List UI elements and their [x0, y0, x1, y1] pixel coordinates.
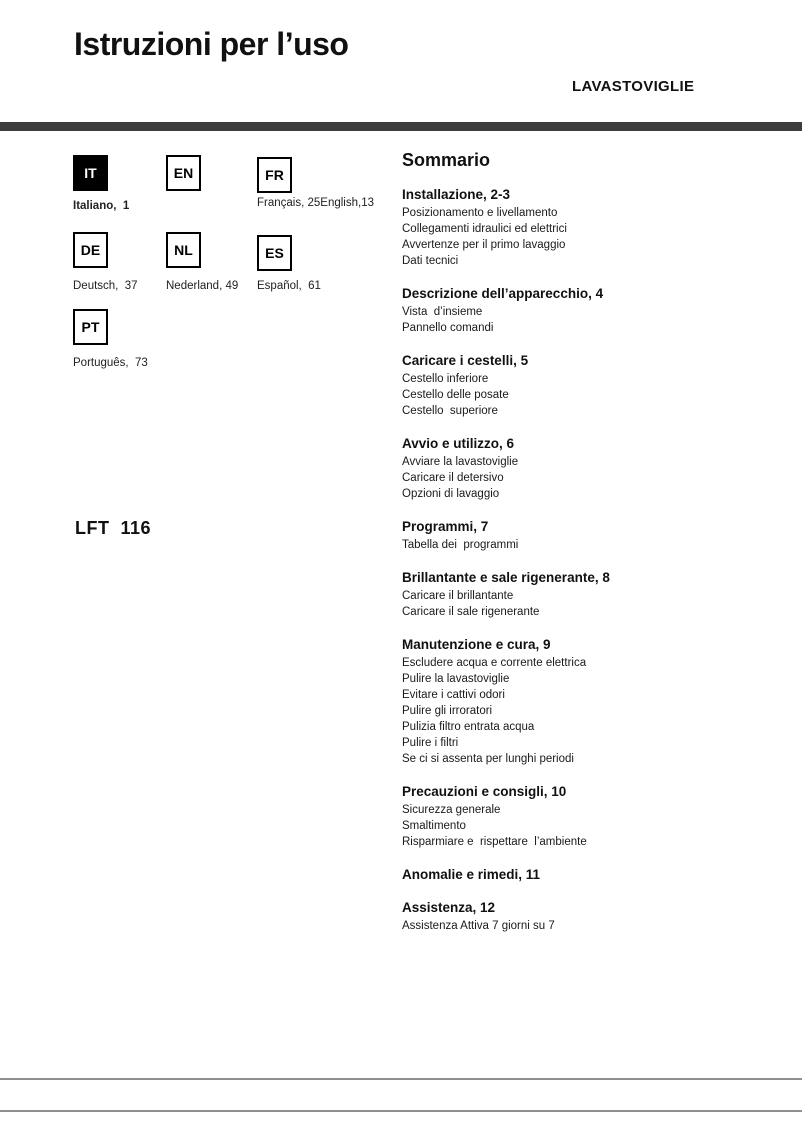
toc-section-title: Descrizione dell’apparecchio, 4	[402, 286, 604, 301]
footer-rule-top	[0, 1078, 802, 1080]
lang-label-es: Español, 61	[257, 280, 321, 292]
toc-item: Pulire la lavastoviglie	[402, 673, 510, 685]
toc-item: Avviare la lavastoviglie	[402, 456, 519, 468]
toc-item: Tabella dei programmi	[402, 539, 519, 551]
toc-section-title: Brillantante e sale rigenerante, 8	[402, 570, 610, 585]
lang-label-fr-en	[257, 197, 374, 209]
page-title: Istruzioni per l’uso	[74, 26, 349, 62]
header-divider-bar	[0, 122, 802, 131]
toc-section-avvio	[402, 435, 747, 502]
toc-item: Cestello inferiore	[402, 373, 489, 385]
toc-section-anomalie	[402, 866, 747, 883]
toc-item: Dati tecnici	[402, 255, 459, 267]
toc-heading: Sommario	[402, 150, 491, 170]
toc-section-title: Assistenza, 12	[402, 900, 496, 915]
toc-section-brillantante	[402, 569, 747, 620]
toc-item: Posizionamento e livellamento	[402, 207, 558, 219]
toc-item: Caricare il brillantante	[402, 590, 514, 602]
toc-section-programmi	[402, 518, 747, 553]
toc-section-title: Installazione, 2-3	[402, 187, 511, 202]
doc-type-label: LAVASTOVIGLIE	[572, 78, 695, 95]
lang-box-nl: NL	[166, 232, 201, 268]
footer-rule-bottom	[0, 1110, 802, 1112]
model-number: LFT 116	[75, 518, 152, 538]
lang-label-de: Deutsch, 37	[73, 280, 138, 292]
toc-section-title: Programmi, 7	[402, 519, 489, 534]
lang-label-it: Italiano, 1	[73, 200, 130, 212]
lang-label-fr: Français, 25	[257, 197, 321, 209]
lang-label-nl: Nederland, 49	[166, 280, 239, 292]
toc-item: Avvertenze per il primo lavaggio	[402, 239, 566, 251]
toc-item: Caricare il sale rigenerante	[402, 606, 540, 618]
toc-section-title: Manutenzione e cura, 9	[402, 637, 551, 652]
table-of-contents	[402, 150, 747, 934]
toc-item: Pulire gli irroratori	[402, 705, 493, 717]
toc-item: Sicurezza generale	[402, 804, 501, 816]
toc-item: Smaltimento	[402, 820, 466, 832]
toc-section-title: Caricare i cestelli, 5	[402, 353, 529, 368]
toc-section-precauzioni	[402, 783, 747, 850]
lang-box-en: EN	[166, 155, 201, 191]
toc-item: Assistenza Attiva 7 giorni su 7	[402, 920, 555, 932]
lang-box-de: DE	[73, 232, 108, 268]
toc-item: Risparmiare e rispettare l’ambiente	[402, 836, 587, 848]
toc-item: Cestello delle posate	[402, 389, 509, 401]
toc-item: Opzioni di lavaggio	[402, 488, 500, 500]
toc-item: Vista d’insieme	[402, 306, 483, 318]
toc-item: Cestello superiore	[402, 405, 498, 417]
lang-box-pt: PT	[73, 309, 108, 345]
toc-item: Collegamenti idraulici ed elettrici	[402, 223, 567, 235]
toc-section-title: Avvio e utilizzo, 6	[402, 436, 515, 451]
toc-section-caricare-cestelli	[402, 352, 747, 419]
lang-label-en: English,13	[320, 197, 374, 209]
toc-section-descrizione	[402, 285, 747, 336]
toc-item: Evitare i cattivi odori	[402, 689, 505, 701]
toc-section-manutenzione	[402, 636, 747, 767]
lang-box-es: ES	[257, 235, 292, 271]
lang-box-fr: FR	[257, 157, 292, 193]
lang-label-pt: Português, 73	[73, 357, 148, 369]
toc-section-installazione	[402, 186, 747, 269]
lang-box-it: IT	[73, 155, 108, 191]
toc-section-title: Anomalie e rimedi, 11	[402, 867, 541, 882]
toc-item: Se ci si assenta per lunghi periodi	[402, 753, 574, 765]
toc-item: Pannello comandi	[402, 322, 494, 334]
toc-section-title: Precauzioni e consigli, 10	[402, 784, 567, 799]
toc-item: Escludere acqua e corrente elettrica	[402, 657, 587, 669]
toc-item: Caricare il detersivo	[402, 472, 504, 484]
toc-item: Pulire i filtri	[402, 737, 459, 749]
toc-section-assistenza	[402, 899, 747, 934]
toc-item: Pulizia filtro entrata acqua	[402, 721, 535, 733]
